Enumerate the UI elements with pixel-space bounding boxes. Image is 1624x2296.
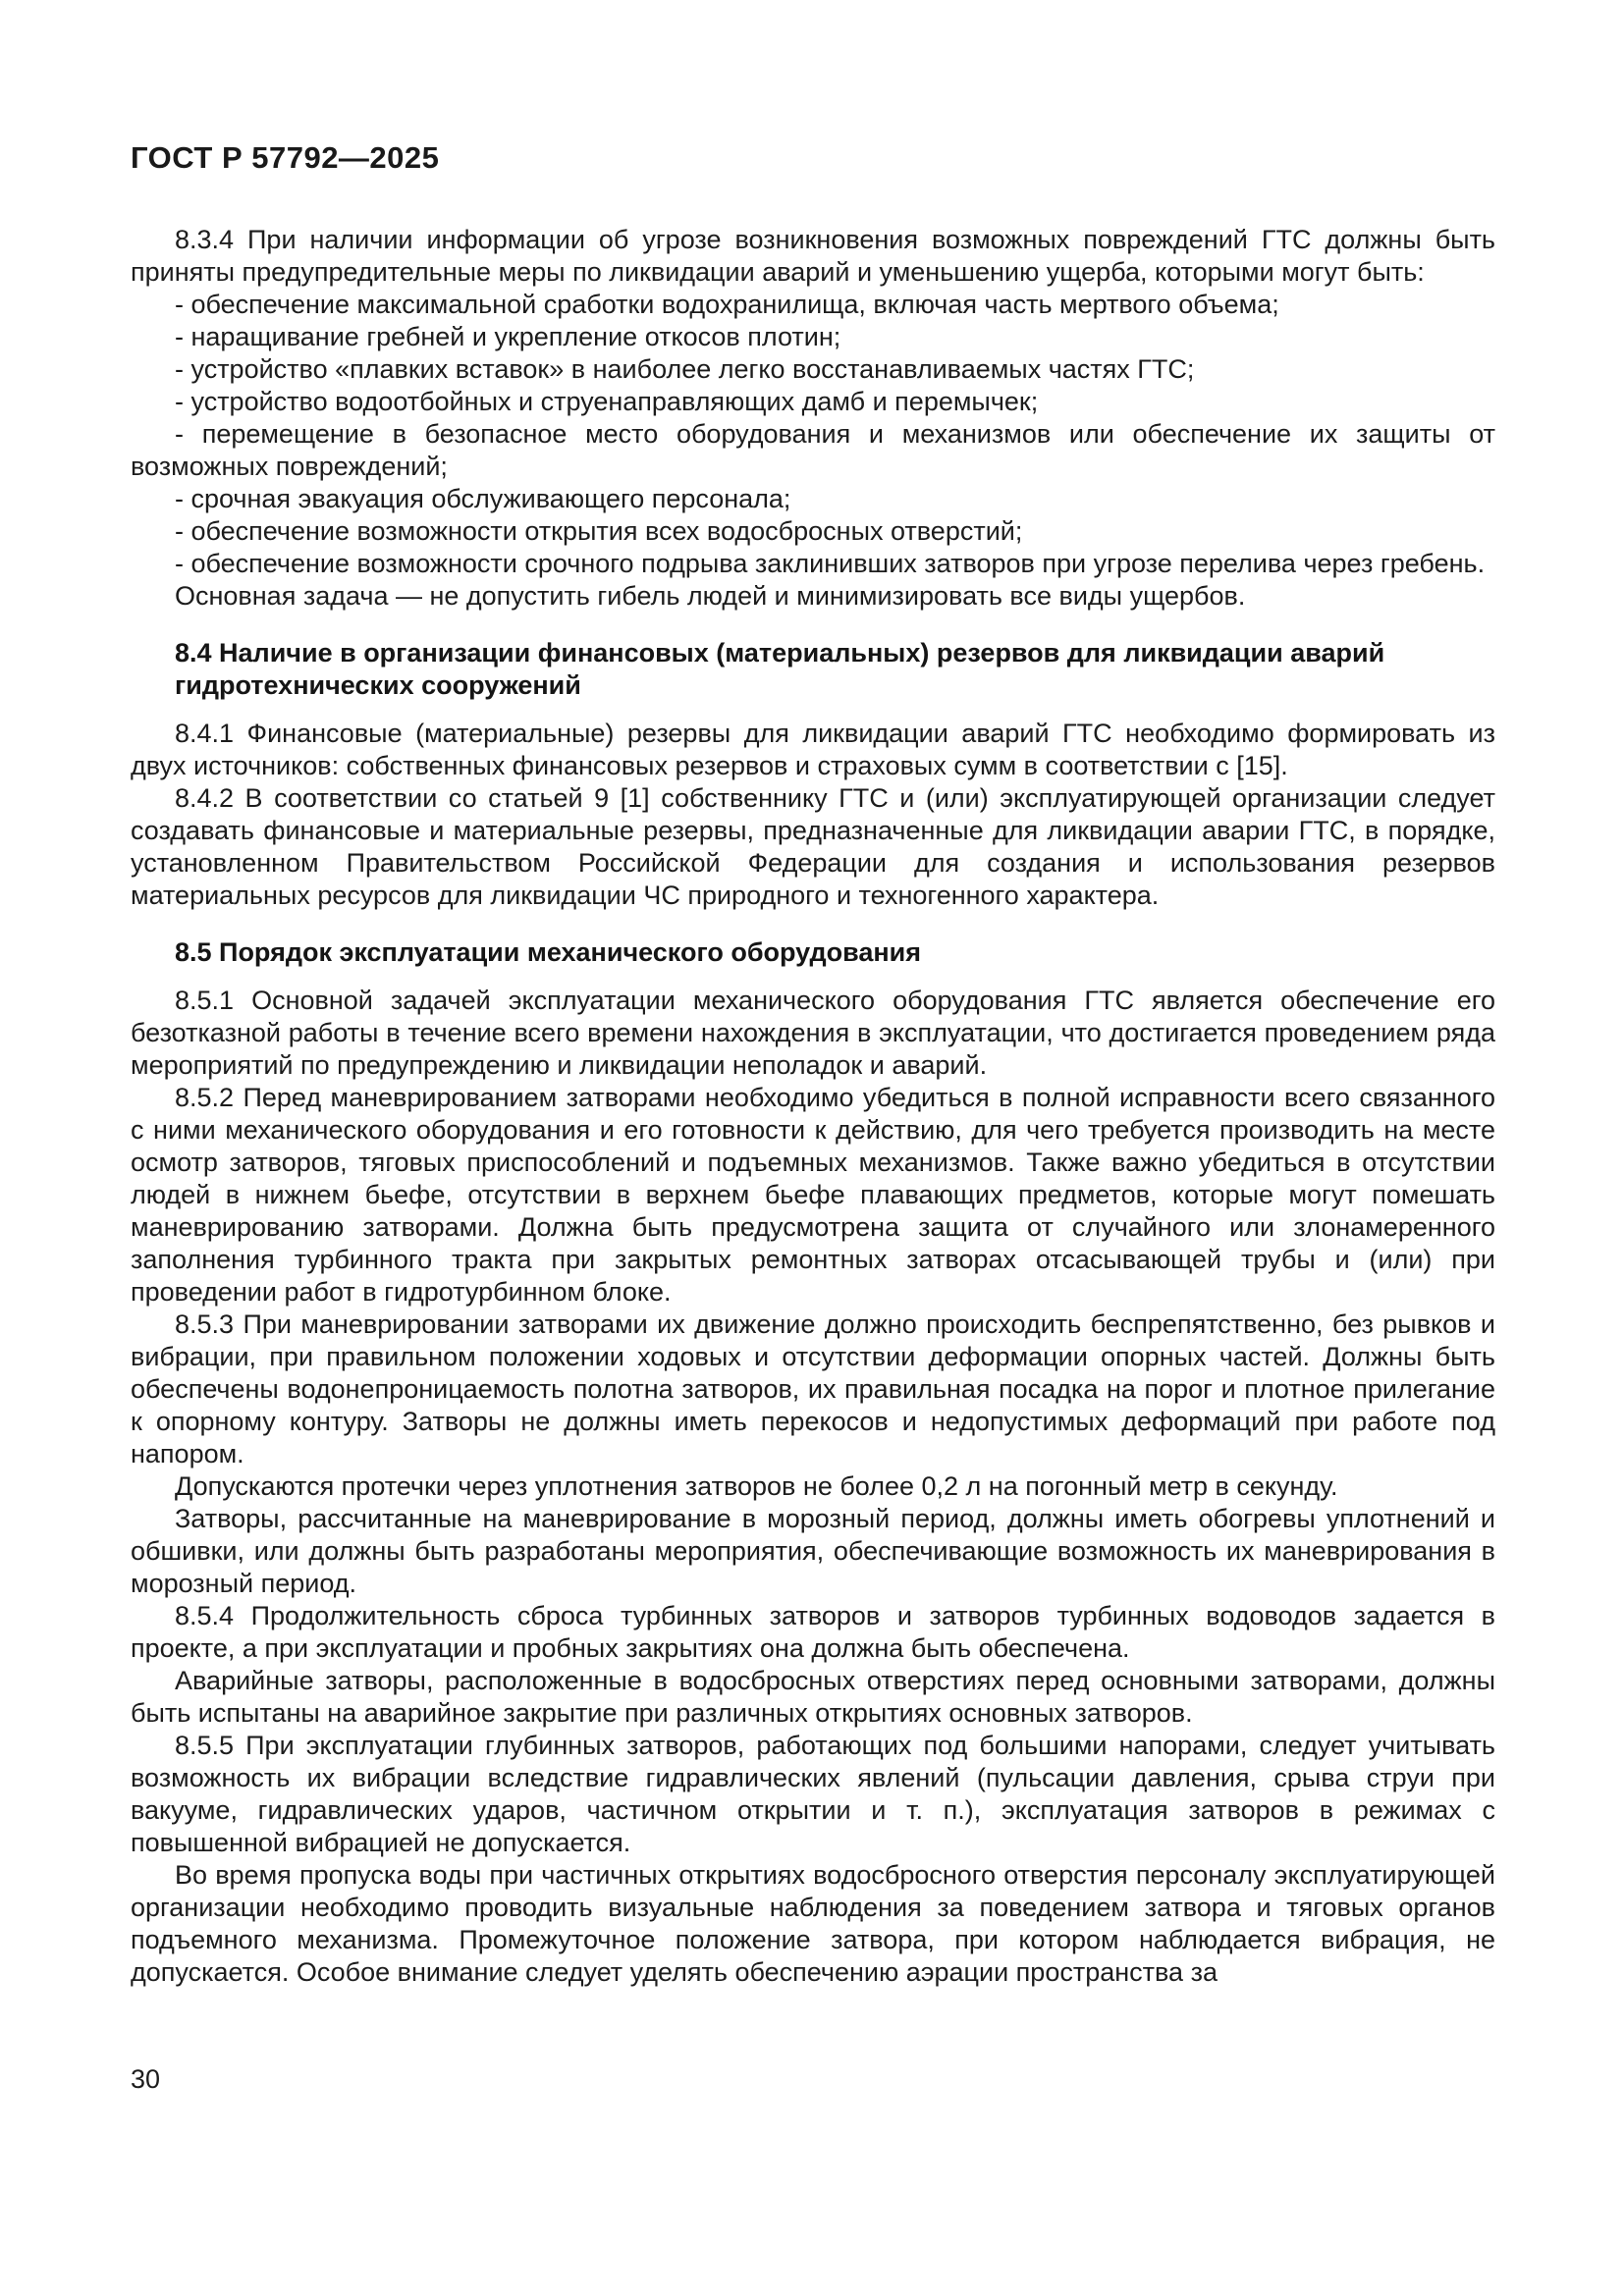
list-item: - устройство водоотбойных и струенаправляющих дамб и перемычек;	[175, 387, 1039, 416]
list-item: - перемещение в безопасное место оборудования и механизмов или обеспечение их защиты от возможных повреждений;	[131, 419, 1495, 481]
section-heading: 8.4 Наличие в организации финансовых (материальных) резервов для ликвидации аварий гидротехнических сооружений	[175, 638, 1385, 700]
page-number: 30	[131, 2064, 161, 2094]
paragraph: 8.4.1 Финансовые (материальные) резервы для ликвидации аварий ГТС необходимо формировать из двух источников: собственных финансовых резервов и страховых сумм в соответствии с [15].	[131, 719, 1495, 780]
list-item: - обеспечение возможности открытия всех водосбросных отверстий;	[175, 516, 1023, 546]
list-item: - обеспечение возможности срочного подрыва заклинивших затворов при угрозе перелива через гребень.	[175, 549, 1486, 578]
document-body	[131, 224, 1495, 1989]
paragraph: Затворы, рассчитанные на маневрирование в морозный период, должны иметь обогревы уплотнений и обшивки, или должны быть разработаны мероприятия, обеспечивающие возможность их маневрирования в морозный период.	[131, 1504, 1495, 1598]
list-item: - срочная эвакуация обслуживающего персонала;	[175, 484, 791, 513]
paragraph: 8.5.4 Продолжительность сброса турбинных затворов и затворов турбинных водоводов задается в проекте, а при эксплуатации и пробных закрытиях она должна быть обеспечена.	[131, 1601, 1495, 1663]
document-header: ГОСТ Р 57792—2025	[131, 140, 440, 175]
paragraph: Аварийные затворы, расположенные в водосбросных отверстиях перед основными затворами, должны быть испытаны на аварийное закрытие при различных открытиях основных затворов.	[131, 1666, 1495, 1728]
paragraph: 8.4.2 В соответствии со статьей 9 [1] собственнику ГТС и (или) эксплуатирующей организации следует создавать финансовые и материальные резервы, предназначенные для ликвидации аварии ГТС, в порядке, установленном Правительством Российской Федерации для создания и использования резервов материальных ресурсов для ликвидации ЧС природного и техногенного характера.	[131, 783, 1495, 910]
paragraph: Допускаются протечки через уплотнения затворов не более 0,2 л на погонный метр в секунду.	[175, 1471, 1338, 1501]
paragraph: 8.5.3 При маневрировании затворами их движение должно происходить беспрепятственно, без рывков и вибрации, при правильном положении ходовых и отсутствии деформации опорных частей. Должны быть обеспечены водонепроницаемость полотна затворов, их правильная посадка на порог и плотное прилегание к опорному контуру. Затворы не должны иметь перекосов и недопустимых деформаций при работе под напором.	[131, 1309, 1495, 1468]
list-item: - устройство «плавких вставок» в наиболее легко восстанавливаемых частях ГТС;	[175, 354, 1195, 384]
paragraph: 8.5.1 Основной задачей эксплуатации механического оборудования ГТС является обеспечение его безотказной работы в течение всего времени нахождения в эксплуатации, что достигается проведением ряда мероприятий по предупреждению и ликвидации неполадок и аварий.	[131, 986, 1495, 1080]
paragraph: Основная задача — не допустить гибель людей и минимизировать все виды ущербов.	[175, 581, 1246, 611]
list-item: - обеспечение максимальной сработки водохранилища, включая часть мертвого объема;	[175, 290, 1279, 319]
paragraph: 8.5.2 Перед маневрированием затворами необходимо убедиться в полной исправности всего связанного с ними механического оборудования и его готовности к действию, для чего требуется производить на месте осмотр затворов, тяговых приспособлений и подъемных механизмов. Также важно убедиться в отсутствии людей в нижнем бьефе, отсутствии в верхнем бьефе плавающих предметов, которые могут помешать маневрированию затворами. Должна быть предусмотрена защита от случайного или злонамеренного заполнения турбинного тракта при закрытых ремонтных затворах отсасывающей трубы и (или) при проведении работ в гидротурбинном блоке.	[131, 1083, 1495, 1307]
paragraph: 8.3.4 При наличии информации об угрозе возникновения возможных повреждений ГТС должны быть приняты предупредительные меры по ликвидации аварий и уменьшению ущерба, которыми могут быть:	[131, 225, 1495, 287]
paragraph: Во время пропуска воды при частичных открытиях водосбросного отверстия персоналу эксплуатирующей организации необходимо проводить визуальные наблюдения за поведением затвора и тяговых органов подъемного механизма. Промежуточное положение затвора, при котором наблюдается вибрация, не допускается. Особое внимание следует уделять обеспечению аэрации пространства за	[131, 1860, 1495, 1987]
list-item: - наращивание гребней и укрепление откосов плотин;	[175, 322, 841, 351]
section-heading: 8.5 Порядок эксплуатации механического оборудования	[175, 937, 922, 967]
paragraph: 8.5.5 При эксплуатации глубинных затворов, работающих под большими напорами, следует учитывать возможность их вибрации вследствие гидравлических явлений (пульсации давления, срыва струи при вакууме, гидравлических ударов, частичном открытии и т. п.), эксплуатация затворов в режимах с повышенной вибрацией не допускается.	[131, 1731, 1495, 1857]
